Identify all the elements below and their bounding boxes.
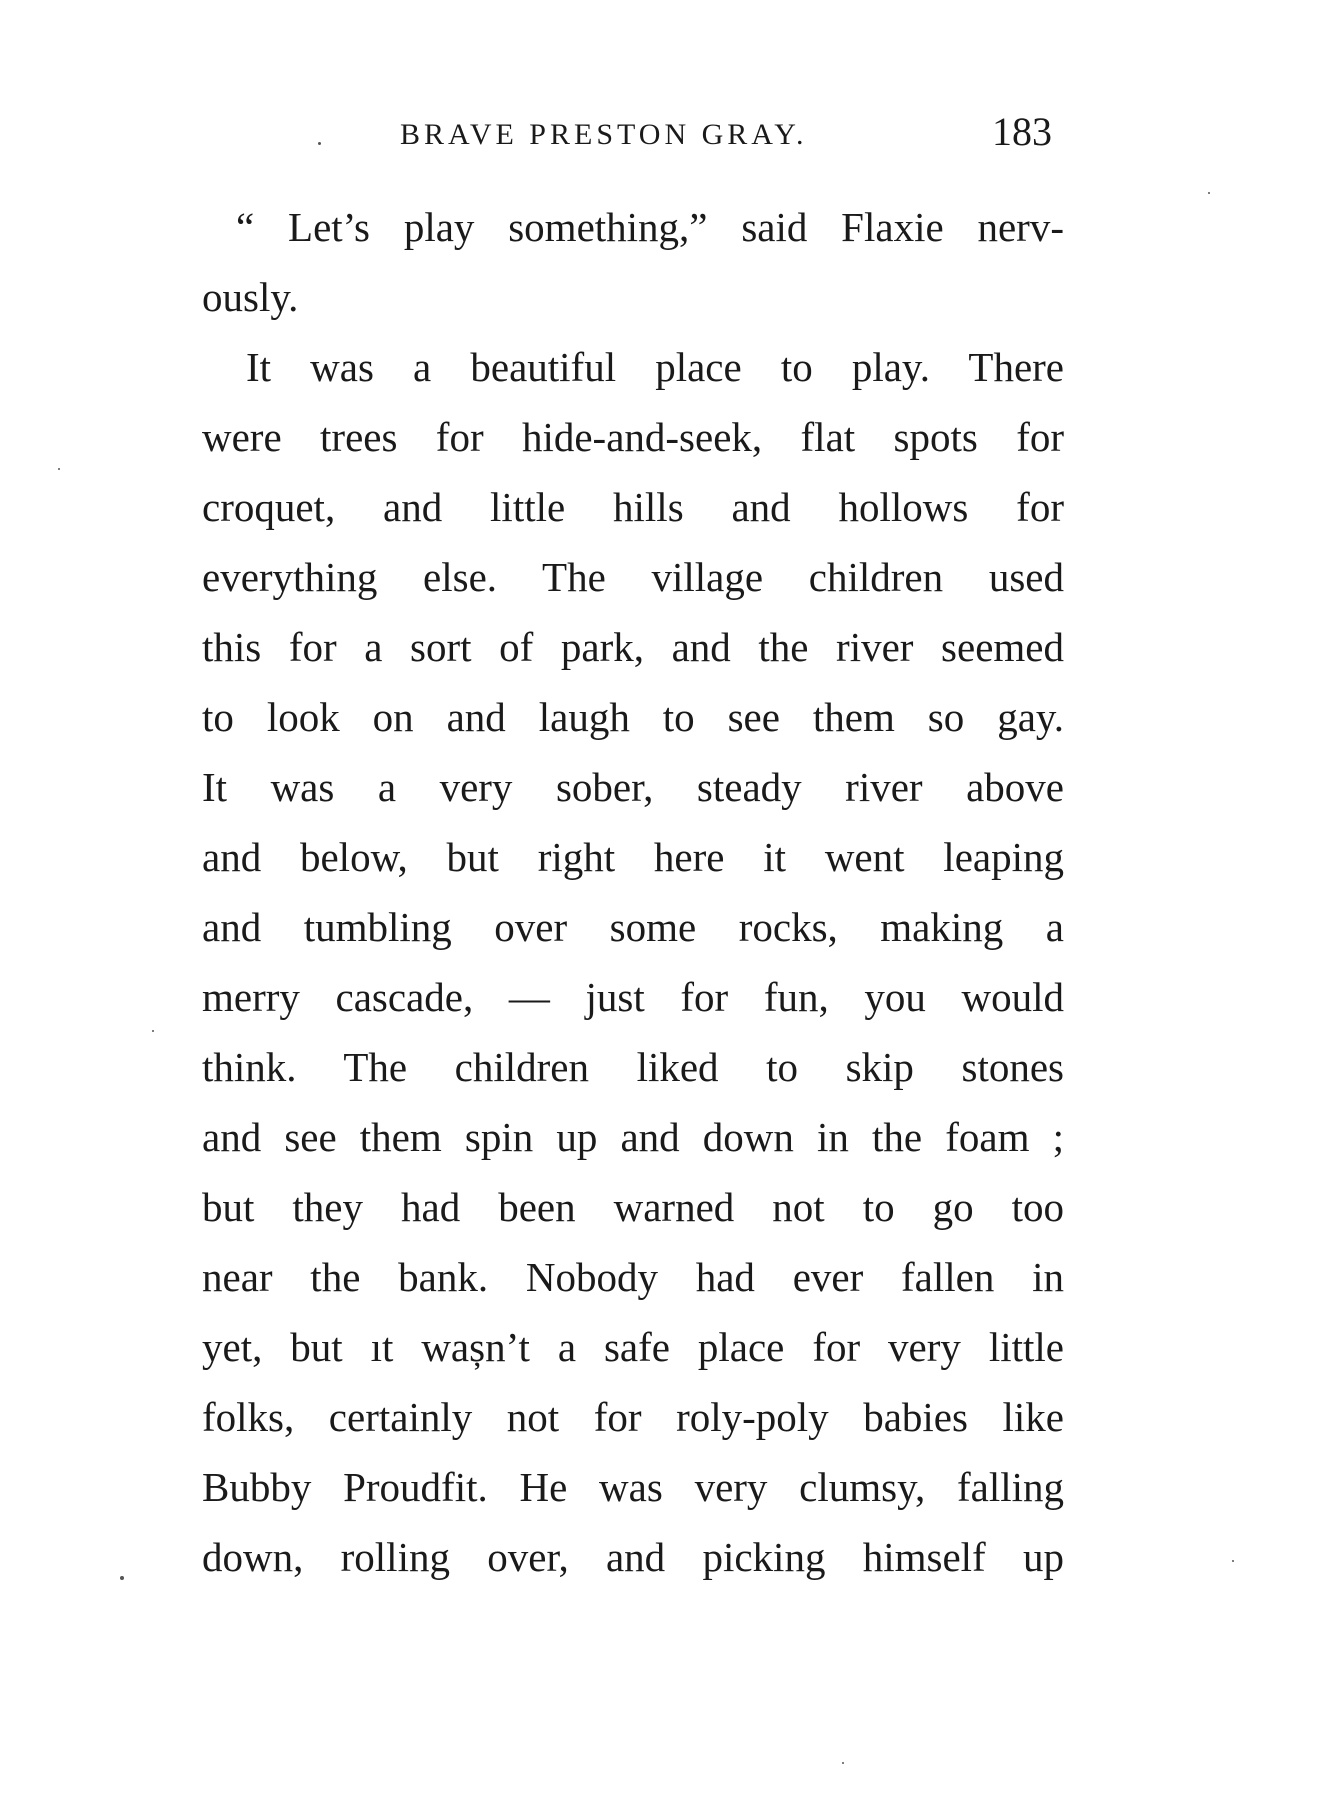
text-line: folks, certainly not for roly-poly babies like	[202, 1394, 1064, 1440]
text-line: this for a sort of park, and the river seemed	[202, 624, 1064, 670]
scan-speck	[842, 1762, 844, 1764]
text-line: and see them spin up and down in the foam ;	[202, 1114, 1064, 1160]
scan-speck	[152, 1030, 154, 1032]
text-line: were trees for hide-and-seek, flat spots for	[202, 414, 1064, 460]
scan-speck	[58, 468, 60, 470]
text-line: ously.	[202, 274, 299, 320]
text-line: “ Let’s play something,” said Flaxie nerv-	[236, 204, 1064, 250]
text-line: It was a beautiful place to play. There	[246, 344, 1064, 390]
text-line: near the bank. Nobody had ever fallen in	[202, 1254, 1064, 1300]
text-line: merry cascade, — just for fun, you would	[202, 974, 1064, 1020]
running-head-title: BRAVE PRESTON GRAY.	[400, 118, 808, 151]
text-line: but they had been warned not to go too	[202, 1184, 1064, 1230]
scan-speck	[1232, 1560, 1234, 1562]
scan-speck	[318, 142, 321, 145]
text-line: yet, but ıt wașn’t a safe place for very little	[202, 1324, 1064, 1370]
scan-speck	[120, 1576, 124, 1580]
page-number: 183	[992, 109, 1052, 154]
text-line: It was a very sober, steady river above	[202, 764, 1064, 810]
text-line: down, rolling over, and picking himself up	[202, 1534, 1064, 1580]
scan-speck	[1208, 192, 1210, 194]
text-line: everything else. The village children used	[202, 554, 1064, 600]
text-line: and below, but right here it went leaping	[202, 834, 1064, 880]
text-line: Bubby Proudfit. He was very clumsy, falling	[202, 1464, 1064, 1510]
text-line: croquet, and little hills and hollows for	[202, 484, 1064, 530]
text-line: think. The children liked to skip stones	[202, 1044, 1064, 1090]
text-line: and tumbling over some rocks, making a	[202, 904, 1064, 950]
text-line: to look on and laugh to see them so gay.	[202, 694, 1064, 740]
